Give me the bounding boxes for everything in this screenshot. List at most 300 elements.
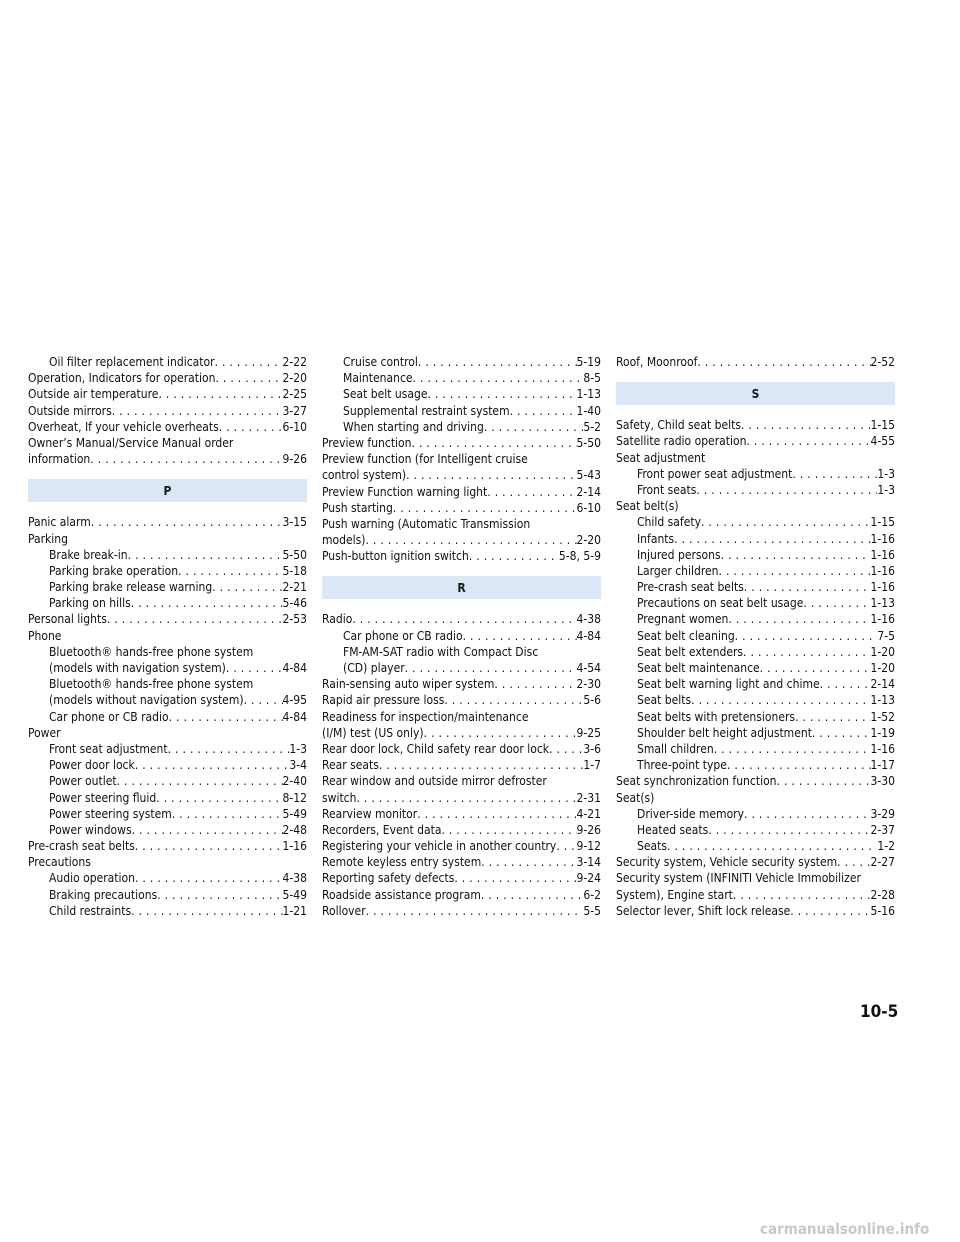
entry-text: Outside air temperature bbox=[28, 387, 159, 402]
entry-text: Small children bbox=[637, 741, 714, 756]
index-entry bbox=[28, 903, 307, 919]
page-reference: 5-49 bbox=[282, 887, 307, 902]
page-reference: 2-20 bbox=[282, 371, 307, 386]
page-reference: 6-10 bbox=[282, 419, 307, 434]
entry-text: Parking brake operation bbox=[49, 563, 179, 578]
entry-text: Owner’s Manual/Service Manual order bbox=[28, 435, 234, 450]
page-reference: 1-16 bbox=[870, 580, 895, 595]
index-entry bbox=[28, 692, 307, 708]
dot-leader bbox=[792, 466, 877, 482]
dot-leader bbox=[728, 611, 870, 627]
index-entry bbox=[616, 854, 895, 870]
page-reference: 1-16 bbox=[282, 839, 307, 854]
index-entry bbox=[616, 482, 895, 498]
page-reference: 1-16 bbox=[870, 612, 895, 627]
index-column-1 bbox=[28, 354, 307, 919]
entry-text: Phone bbox=[28, 628, 62, 643]
entry-text: Heated seats bbox=[637, 822, 709, 837]
dot-leader bbox=[158, 386, 282, 402]
index-entry bbox=[616, 709, 895, 725]
dot-leader bbox=[481, 887, 584, 903]
page-reference: 1-17 bbox=[870, 758, 895, 773]
index-entry bbox=[616, 838, 895, 854]
entry-text: Cruise control bbox=[343, 355, 418, 369]
index-heading bbox=[322, 451, 601, 467]
page-number: 10-5 bbox=[860, 1002, 899, 1022]
page-reference: 1-15 bbox=[870, 418, 895, 433]
dot-leader bbox=[744, 806, 870, 822]
dot-leader bbox=[244, 692, 283, 708]
index-entry bbox=[28, 354, 307, 370]
dot-leader bbox=[169, 709, 283, 725]
entry-text: Front power seat adjustment bbox=[637, 466, 793, 481]
page-reference: 5-50 bbox=[576, 435, 601, 450]
index-entry bbox=[616, 887, 895, 903]
dot-leader bbox=[417, 806, 576, 822]
entry-text: Power outlet bbox=[49, 774, 117, 789]
index-heading bbox=[28, 531, 307, 547]
entry-text: Registering your vehicle in another country bbox=[322, 839, 557, 854]
dot-leader bbox=[90, 451, 282, 467]
page-reference: 5-16 bbox=[870, 903, 895, 918]
page-reference: 6-10 bbox=[576, 500, 601, 515]
entry-text: Seats bbox=[637, 839, 667, 854]
entry-text: Seat belt warning light and chime bbox=[637, 677, 820, 692]
index-entry bbox=[322, 532, 601, 548]
page-reference: 5-19 bbox=[576, 355, 601, 369]
index-entry bbox=[322, 484, 601, 500]
dot-leader bbox=[744, 579, 871, 595]
dot-leader bbox=[696, 482, 877, 498]
index-entry bbox=[322, 838, 601, 854]
entry-text: Bluetooth® hands-free phone system bbox=[49, 644, 254, 659]
dot-leader bbox=[91, 514, 283, 530]
dot-leader bbox=[112, 403, 283, 419]
dot-leader bbox=[215, 354, 283, 370]
entry-text: System), Engine start bbox=[616, 887, 733, 902]
dot-leader bbox=[463, 628, 577, 644]
entry-text: Outside mirrors bbox=[28, 403, 112, 418]
dot-leader bbox=[735, 628, 878, 644]
dot-leader bbox=[393, 500, 577, 516]
index-heading bbox=[322, 773, 601, 789]
entry-text: Injured persons bbox=[637, 547, 721, 562]
page-reference: 1-13 bbox=[870, 596, 895, 611]
index-entry bbox=[616, 660, 895, 676]
entry-text: (models with navigation system) bbox=[49, 661, 226, 675]
dot-leader bbox=[172, 806, 283, 822]
entry-text: Audio operation bbox=[49, 871, 135, 886]
page-reference: 5-49 bbox=[282, 806, 307, 821]
entry-text: Parking bbox=[28, 531, 68, 546]
dot-leader bbox=[156, 790, 282, 806]
page-reference: 9-25 bbox=[576, 725, 601, 740]
index-entry bbox=[616, 417, 895, 433]
page-reference: 5-46 bbox=[282, 596, 307, 611]
index-entry bbox=[616, 595, 895, 611]
page-reference: 4-84 bbox=[282, 709, 307, 724]
entry-text: Rain-sensing auto wiper system bbox=[322, 677, 495, 692]
index-entry bbox=[28, 870, 307, 886]
index-entry bbox=[322, 757, 601, 773]
dot-leader bbox=[117, 773, 283, 789]
page-reference: 9-24 bbox=[576, 871, 601, 886]
page-reference: 3-27 bbox=[282, 403, 307, 418]
page-reference: 2-30 bbox=[576, 677, 601, 692]
index-entry bbox=[28, 419, 307, 435]
dot-leader bbox=[428, 386, 577, 402]
entry-text: Personal lights bbox=[28, 612, 107, 627]
dot-leader bbox=[760, 660, 871, 676]
index-entry bbox=[28, 838, 307, 854]
entry-text: Readiness for inspection/maintenance bbox=[322, 709, 529, 724]
page-reference: 2-53 bbox=[282, 612, 307, 627]
index-entry bbox=[322, 790, 601, 806]
dot-leader bbox=[226, 660, 283, 676]
page-reference: 2-52 bbox=[870, 355, 895, 369]
entry-text: Child safety bbox=[637, 515, 701, 530]
entry-text: Oil filter replacement indicator bbox=[49, 355, 215, 369]
dot-leader bbox=[444, 692, 583, 708]
page-reference: 3-15 bbox=[282, 515, 307, 530]
dot-leader bbox=[510, 403, 577, 419]
entry-text: Seat belt(s) bbox=[616, 499, 679, 514]
index-heading bbox=[616, 790, 895, 806]
entry-text: Remote keyless entry system bbox=[322, 855, 482, 870]
dot-leader bbox=[352, 611, 576, 627]
entry-text: Parking brake release warning bbox=[49, 580, 213, 595]
page-reference: 6-2 bbox=[583, 887, 601, 902]
index-entry bbox=[616, 354, 895, 370]
index-entry bbox=[322, 500, 601, 516]
index-entry bbox=[28, 806, 307, 822]
dot-leader bbox=[413, 370, 584, 386]
entry-text: switch bbox=[322, 790, 357, 805]
index-entry bbox=[322, 822, 601, 838]
index-entry bbox=[28, 386, 307, 402]
page-reference: 1-3 bbox=[877, 482, 895, 497]
page-reference: 2-20 bbox=[576, 533, 601, 548]
index-heading bbox=[28, 435, 307, 451]
entry-text: Push starting bbox=[322, 500, 393, 515]
entry-text: Push-button ignition switch bbox=[322, 549, 469, 564]
index-entry bbox=[322, 887, 601, 903]
index-entry bbox=[28, 579, 307, 595]
entry-text: Overheat, If your vehicle overheats bbox=[28, 419, 219, 434]
entry-text: (I/M) test (US only) bbox=[322, 725, 424, 740]
dot-leader bbox=[418, 354, 577, 370]
entry-text: Larger children bbox=[637, 563, 719, 578]
entry-text: Preview function (for Intelligent cruise bbox=[322, 452, 528, 467]
dot-leader bbox=[131, 595, 283, 611]
entry-text: Seat synchronization function bbox=[616, 774, 777, 789]
index-entry bbox=[322, 692, 601, 708]
index-entry bbox=[322, 903, 601, 919]
entry-text: Front seat adjustment bbox=[49, 741, 168, 756]
entry-text: Power windows bbox=[49, 822, 132, 837]
section-header: R bbox=[322, 576, 601, 599]
dot-leader bbox=[406, 467, 576, 483]
dot-leader bbox=[219, 419, 283, 435]
index-heading bbox=[28, 854, 307, 870]
index-entry bbox=[28, 595, 307, 611]
index-entry bbox=[322, 725, 601, 741]
page-reference: 1-7 bbox=[583, 758, 601, 773]
index-entry bbox=[322, 354, 601, 370]
page-reference: 5-5 bbox=[583, 903, 601, 918]
index-entry bbox=[28, 790, 307, 806]
page-reference: 5-18 bbox=[282, 563, 307, 578]
entry-text: Pregnant women bbox=[637, 612, 729, 627]
page-reference: 3-6 bbox=[583, 741, 601, 756]
index-entry bbox=[616, 514, 895, 530]
dot-leader bbox=[494, 676, 576, 692]
dot-leader bbox=[812, 725, 871, 741]
entry-text: Reporting safety defects bbox=[322, 871, 455, 886]
dot-leader bbox=[741, 417, 871, 433]
index-entry bbox=[616, 563, 895, 579]
entry-text: Seat adjustment bbox=[616, 450, 706, 465]
page-reference: 2-37 bbox=[870, 822, 895, 837]
entry-text: Power door lock bbox=[49, 758, 135, 773]
page-reference: 1-13 bbox=[576, 387, 601, 402]
page-reference: 1-21 bbox=[282, 903, 307, 918]
entry-text: Braking precautions bbox=[49, 887, 158, 902]
page-reference: 2-14 bbox=[870, 677, 895, 692]
dot-leader bbox=[178, 563, 282, 579]
index-entry bbox=[616, 628, 895, 644]
index-entry bbox=[322, 370, 601, 386]
page-reference: 1-3 bbox=[877, 466, 895, 481]
index-entry bbox=[28, 741, 307, 757]
dot-leader bbox=[107, 611, 283, 627]
dot-leader bbox=[777, 773, 871, 789]
entry-text: Front seats bbox=[637, 482, 697, 497]
index-entry bbox=[616, 611, 895, 627]
index-column-3 bbox=[616, 354, 895, 919]
entry-text: Precautions on seat belt usage bbox=[637, 596, 804, 611]
dot-leader bbox=[366, 903, 584, 919]
dot-leader bbox=[405, 660, 577, 676]
entry-text: Parking on hills bbox=[49, 596, 131, 611]
entry-text: Rear door lock, Child safety rear door lock bbox=[322, 741, 550, 756]
index-entry bbox=[616, 433, 895, 449]
dot-leader bbox=[135, 757, 290, 773]
page-reference: 5-8, 5-9 bbox=[558, 549, 601, 564]
dot-leader bbox=[746, 433, 870, 449]
entry-text: Preview Function warning light bbox=[322, 484, 488, 499]
spacer bbox=[322, 599, 601, 611]
index-entry bbox=[322, 467, 601, 483]
dot-leader bbox=[674, 531, 870, 547]
page-reference: 2-25 bbox=[282, 387, 307, 402]
page-reference: 1-13 bbox=[870, 693, 895, 708]
dot-leader bbox=[424, 725, 577, 741]
entry-text: Car phone or CB radio bbox=[343, 628, 463, 643]
entry-text: Rear seats bbox=[322, 758, 379, 773]
dot-leader bbox=[697, 354, 870, 370]
page-reference: 2-27 bbox=[870, 855, 895, 870]
page-reference: 9-26 bbox=[282, 452, 307, 467]
entry-text: FM-AM-SAT radio with Compact Disc bbox=[343, 644, 539, 659]
entry-text: Driver-side memory bbox=[637, 806, 745, 821]
entry-text: Rollover bbox=[322, 903, 366, 918]
dot-leader bbox=[215, 370, 282, 386]
entry-text: Child restraints bbox=[49, 903, 132, 918]
index-entry bbox=[616, 531, 895, 547]
entry-text: Infants bbox=[637, 531, 675, 546]
dot-leader bbox=[441, 822, 576, 838]
index-heading bbox=[28, 628, 307, 644]
page-reference: 4-38 bbox=[576, 612, 601, 627]
index-entry bbox=[616, 806, 895, 822]
entry-text: Radio bbox=[322, 612, 353, 627]
index-entry bbox=[28, 547, 307, 563]
page-reference: 1-52 bbox=[870, 709, 895, 724]
entry-text: Security system, Vehicle security system bbox=[616, 855, 838, 870]
page-reference: 2-31 bbox=[576, 790, 601, 805]
entry-text: Rapid air pressure loss bbox=[322, 693, 445, 708]
page-reference: 1-20 bbox=[870, 644, 895, 659]
dot-leader bbox=[469, 548, 559, 564]
entry-text: Brake break-in bbox=[49, 547, 128, 562]
entry-text: (models without navigation system) bbox=[49, 693, 244, 708]
page-reference: 4-38 bbox=[282, 871, 307, 886]
section-header: S bbox=[616, 382, 895, 405]
dot-leader bbox=[820, 676, 871, 692]
page-reference: 1-19 bbox=[870, 725, 895, 740]
index-entry bbox=[28, 563, 307, 579]
entry-text: Seat belts bbox=[637, 693, 692, 708]
entry-text: Rear window and outside mirror defroster bbox=[322, 774, 547, 789]
dot-leader bbox=[356, 790, 576, 806]
index-entry bbox=[322, 660, 601, 676]
entry-text: Selector lever, Shift lock release bbox=[616, 903, 791, 918]
index-entry bbox=[28, 370, 307, 386]
index-entry bbox=[28, 403, 307, 419]
index-entry bbox=[28, 822, 307, 838]
entry-text: Power bbox=[28, 725, 61, 740]
index-entry bbox=[28, 514, 307, 530]
page-reference: 3-4 bbox=[289, 758, 307, 773]
page-reference: 4-84 bbox=[576, 628, 601, 643]
index-entry bbox=[616, 644, 895, 660]
index-entry bbox=[616, 757, 895, 773]
page-reference: 1-3 bbox=[289, 741, 307, 756]
entry-text: Recorders, Event data bbox=[322, 822, 442, 837]
entry-text: Safety, Child seat belts bbox=[616, 418, 741, 433]
spacer bbox=[616, 370, 895, 382]
dot-leader bbox=[795, 709, 870, 725]
entry-text: Shoulder belt height adjustment bbox=[637, 725, 812, 740]
spacer bbox=[322, 564, 601, 576]
entry-text: Seat(s) bbox=[616, 790, 655, 805]
page-reference: 8-12 bbox=[282, 790, 307, 805]
entry-text: information bbox=[28, 452, 91, 467]
index-entry bbox=[616, 466, 895, 482]
dot-leader bbox=[708, 822, 870, 838]
dot-leader bbox=[701, 514, 871, 530]
watermark: carmanualsonline.info bbox=[760, 1220, 930, 1238]
page-reference: 4-54 bbox=[576, 661, 601, 675]
dot-leader bbox=[135, 870, 283, 886]
page-reference: 1-16 bbox=[870, 531, 895, 546]
entry-text: Power steering fluid bbox=[49, 790, 157, 805]
index-entry bbox=[322, 870, 601, 886]
index-entry bbox=[322, 403, 601, 419]
dot-leader bbox=[135, 838, 283, 854]
page-reference: 2-21 bbox=[282, 580, 307, 595]
entry-text: Panic alarm bbox=[28, 515, 91, 530]
dot-leader bbox=[132, 822, 283, 838]
entry-text: Seat belt usage bbox=[343, 387, 428, 402]
page-reference: 3-29 bbox=[870, 806, 895, 821]
page-reference: 5-6 bbox=[583, 693, 601, 708]
index-entry bbox=[322, 676, 601, 692]
dot-leader bbox=[365, 532, 576, 548]
dot-leader bbox=[556, 838, 576, 854]
entry-text: Pre-crash seat belts bbox=[637, 580, 744, 595]
dot-leader bbox=[128, 547, 283, 563]
index-entry bbox=[616, 579, 895, 595]
entry-text: Three-point type bbox=[637, 758, 727, 773]
page-reference: 5-43 bbox=[576, 468, 601, 483]
dot-leader bbox=[743, 644, 870, 660]
entry-text: Operation, Indicators for operation bbox=[28, 371, 216, 386]
dot-leader bbox=[719, 563, 871, 579]
index-entry bbox=[616, 741, 895, 757]
dot-leader bbox=[549, 741, 583, 757]
index-entry bbox=[616, 725, 895, 741]
entry-text: models) bbox=[322, 533, 366, 548]
index-heading bbox=[616, 450, 895, 466]
dot-leader bbox=[454, 870, 576, 886]
dot-leader bbox=[714, 741, 871, 757]
page-reference: 2-28 bbox=[870, 887, 895, 902]
dot-leader bbox=[837, 854, 870, 870]
index-entry bbox=[322, 741, 601, 757]
entry-text: Rearview monitor bbox=[322, 806, 418, 821]
entry-text: Bluetooth® hands-free phone system bbox=[49, 677, 254, 692]
index-entry bbox=[322, 854, 601, 870]
index-entry bbox=[322, 611, 601, 627]
index-heading bbox=[616, 498, 895, 514]
entry-text: Push warning (Automatic Transmission bbox=[322, 516, 531, 531]
index-entry bbox=[616, 676, 895, 692]
entry-text: Pre-crash seat belts bbox=[28, 839, 135, 854]
index-entry bbox=[322, 806, 601, 822]
page-reference: 3-30 bbox=[870, 774, 895, 789]
page-reference: 4-21 bbox=[576, 806, 601, 821]
entry-text: Seat belt maintenance bbox=[637, 661, 760, 675]
dot-leader bbox=[484, 419, 584, 435]
page-reference: 2-48 bbox=[282, 822, 307, 837]
index-entry bbox=[28, 887, 307, 903]
entry-text: Satellite radio operation bbox=[616, 434, 747, 449]
index-entry bbox=[322, 435, 601, 451]
index-heading bbox=[322, 644, 601, 660]
dot-leader bbox=[487, 484, 576, 500]
index-entry bbox=[322, 419, 601, 435]
page-reference: 1-16 bbox=[870, 563, 895, 578]
entry-text: Seat belt extenders bbox=[637, 644, 744, 659]
page-reference: 4-95 bbox=[282, 693, 307, 708]
entry-text: Maintenance bbox=[343, 371, 413, 386]
entry-text: Seat belts with pretensioners bbox=[637, 709, 796, 724]
entry-text: Preview function bbox=[322, 435, 412, 450]
dot-leader bbox=[157, 887, 282, 903]
index-entry bbox=[28, 773, 307, 789]
